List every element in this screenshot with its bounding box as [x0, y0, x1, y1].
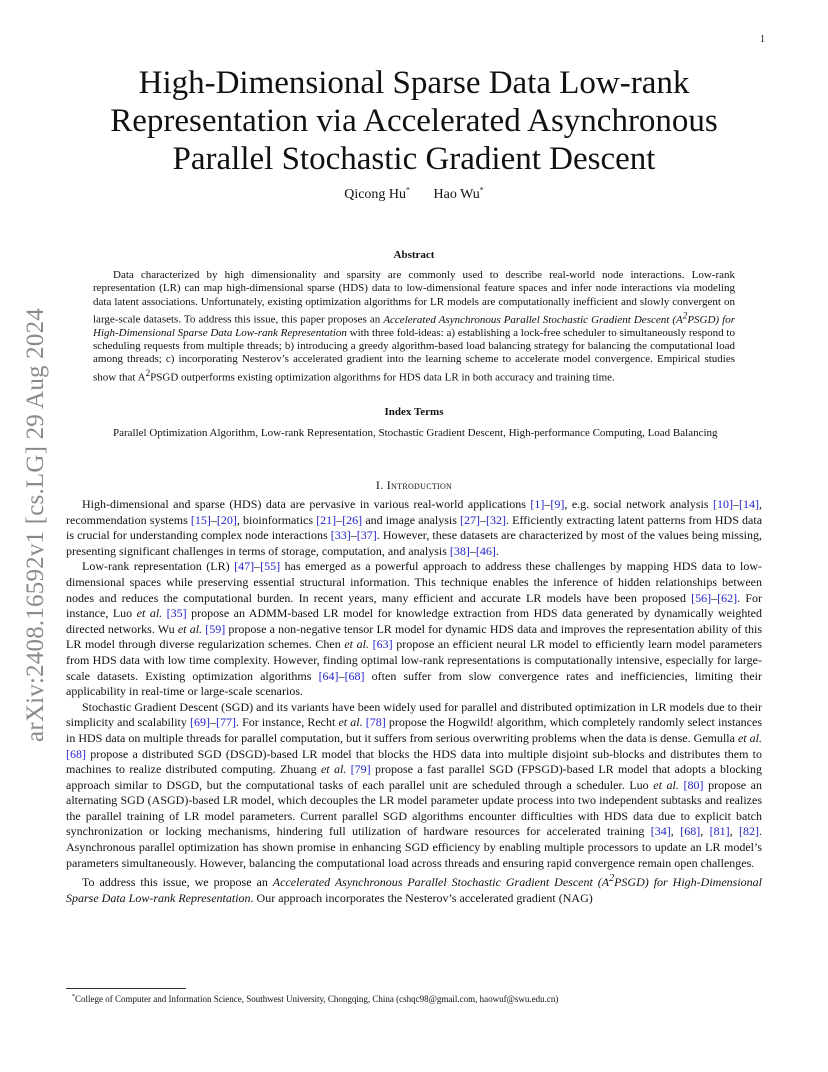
author-affiliation-mark: * [406, 185, 411, 194]
citation-link[interactable]: [26] [342, 512, 363, 527]
section-number: I. [375, 478, 387, 492]
citation-link[interactable]: [15] [190, 512, 211, 527]
text-segment: , bioinformatics [236, 512, 317, 527]
citation-link[interactable]: [62] [717, 590, 738, 605]
text-segment: , recommendation systems [66, 497, 762, 527]
text-segment: – [733, 497, 739, 511]
citation-link[interactable]: [68] [680, 824, 701, 839]
index-terms-heading: Index Terms [384, 406, 444, 418]
citation-link[interactable]: [14] [739, 497, 759, 511]
text-segment: propose an efficient neural LR model to efficiently learn model parameters from HDS data with low time complexity. However, finding optimal low-rank representations is computationally intensive, especially for large-scale datasets. Existing optimization algorithms [66, 637, 763, 683]
citation-link[interactable]: [35] [166, 606, 187, 621]
citation-link[interactable]: [81] [709, 824, 730, 839]
italic-text: PSGD) for High-Dimensional Sparse Data Low-rank Representation [66, 875, 762, 905]
citation-link[interactable]: [10] [713, 497, 733, 511]
author-list [80, 185, 748, 203]
text-segment: propose a fast parallel SGD (FPSGD)-based LR model that adopts a blocking approach similar to DSGD, but the computational tasks of each parallel unit are scheduled through a scheduler. Luo [66, 762, 763, 792]
text-segment: – [350, 528, 357, 543]
text-segment: – [254, 559, 261, 574]
introduction-body [66, 497, 762, 906]
arxiv-identifier-text: arXiv:2408.16592v1 [cs.LG] 29 Aug 2024 [22, 308, 49, 742]
text-segment: . Asynchronous parallel optimization has shown promise in enhancing SGD efficiency by enabling multiple processors to update an LR model’s parameters simultaneously. However, balancing the computational load across threads and ensuring rapid convergence remain open challenges. [66, 824, 763, 870]
italic-text: et al. [653, 777, 679, 792]
text-segment: . Efficiently extracting latent patterns from HDS data is crucial for understanding complex node interactions [66, 512, 763, 543]
abstract-segment: PSGD outperforms existing optimization algorithms for HDS data LR in both accuracy and training time. [150, 371, 615, 384]
author-affiliation-mark: * [479, 185, 484, 194]
citation-link[interactable]: [32] [486, 512, 507, 527]
text-segment: . Our approach incorporates the Nesterov’s accelerated gradient (NAG) [250, 890, 593, 905]
citation-link[interactable]: [37] [356, 528, 377, 543]
paragraph [66, 871, 762, 906]
abstract-method-part: Accelerated Asynchronous Parallel Stochastic Gradient Descent (A [383, 313, 683, 326]
italic-text: Accelerated Asynchronous Parallel Stochastic Gradient Descent (A [272, 875, 610, 890]
citation-link[interactable]: [27] [460, 512, 481, 527]
abstract-sup: 2 [145, 367, 151, 378]
citation-link[interactable]: [21] [316, 512, 337, 527]
citation-link[interactable]: [46] [475, 543, 496, 558]
italic-text: et al. [338, 715, 363, 730]
paragraph [66, 700, 762, 872]
text-segment: , [700, 824, 710, 839]
italic-text: et al. [344, 637, 369, 652]
text-segment: , [670, 824, 681, 839]
italic-text: et al. [177, 621, 203, 636]
text-segment: propose a distributed SGD (DSGD)-based LR model that blocks the HDS data into multiple disjoint sub-blocks and distributes them to machines to realize distributed computing. Zhuang [66, 746, 762, 777]
citation-link[interactable]: [47] [234, 559, 255, 574]
citation-link[interactable]: [56] [691, 590, 712, 605]
citation-link[interactable]: [34] [650, 824, 671, 839]
text-segment: – [469, 543, 476, 558]
italic-text: et al. [136, 606, 163, 621]
text-segment: Low-rank representation (LR) [82, 559, 235, 574]
footnote-mark: * [72, 994, 75, 1000]
citation-link[interactable]: [77] [216, 715, 236, 730]
text-segment: , [729, 824, 740, 839]
citation-link[interactable]: [80] [683, 777, 704, 792]
text-segment: Stochastic Gradient Descent (SGD) and its variants have been widely used for parallel and distributed optimization in LR models due to their simplicity and scalability [66, 699, 762, 730]
footnote-divider [66, 988, 186, 989]
page-number: 1 [760, 34, 765, 45]
text-segment: – [336, 512, 343, 527]
text-segment: propose the Hogwild! algorithm, which completely randomly select instances in HDS data on multiple threads for parallel computation, but it suffers from serious overwriting problems when the data is dense. Gemulla [66, 715, 762, 745]
text-segment: . However, these datasets are characterized by most of the values being missing, presenting significant challenges in terms of storage, computation, and analysis [66, 528, 762, 558]
footnote-text: College of Computer and Information Science, Southwest University, Chongqing, China (cshqc98@gmail.com, haowuf@swu.edu.cn) [75, 994, 559, 1004]
citation-link[interactable]: [59] [205, 621, 226, 636]
text-segment: often suffer from slow convergence rates and inefficiencies, limiting their applicability in real-time or large-scale scenarios. [66, 668, 762, 699]
text-segment: propose an ADMM-based LR model for knowledge extraction from HDS data generated by dynamically weighted directed networks. Wu [66, 606, 762, 636]
text-segment: . For instance, Luo [66, 590, 763, 621]
text-segment: propose a non-negative tensor LR model for dynamic HDS data and improves the representation ability of this LR model through diverse regularization schemes. Chen [66, 621, 763, 652]
citation-link[interactable]: [64] [318, 668, 339, 683]
text-segment: To address this issue, we propose an [82, 875, 273, 890]
index-terms-text: Parallel Optimization Algorithm, Low-rank Representation, Stochastic Gradient Descent, High-performance Computing, Load Balancing [113, 427, 718, 439]
section-heading [80, 478, 748, 493]
paper-title: High-Dimensional Sparse Data Low-rank Representation via Accelerated Asynchronous Parallel Stochastic Gradient Descent [110, 65, 718, 177]
text-segment: , e.g. social network analysis [564, 497, 713, 511]
author-name: Hao Wu [433, 186, 480, 202]
author [344, 187, 410, 202]
text-segment: – [544, 497, 551, 511]
abstract-method-sup: 2 [682, 309, 688, 320]
footnote [72, 994, 772, 1004]
text-segment: – [210, 512, 217, 527]
citation-link[interactable]: [20] [216, 512, 237, 527]
citation-link[interactable]: [68] [66, 746, 86, 761]
text-segment: – [711, 590, 718, 605]
italic-text: 2 [609, 873, 615, 885]
paragraph [66, 559, 762, 699]
text-segment: – [338, 668, 345, 683]
paragraph [66, 497, 762, 559]
abstract-method-part: PSGD) for High-Dimensional Sparse Data Low-rank Representation [93, 313, 735, 339]
citation-link[interactable]: [68] [344, 668, 365, 683]
citation-link[interactable]: [1] [530, 497, 545, 511]
text-segment: and image analysis [362, 512, 461, 527]
text-segment: has emerged as a powerful approach to address these challenges by mapping HDS data to low-dimensional spaces while preserving essential structural information. This technique enables the inference of hidden relationships between nodes and reduces the computational burden. In recent years, many efficient and accurate LR models have been proposed [66, 559, 763, 605]
text-segment: . [495, 543, 499, 558]
author [434, 187, 484, 202]
abstract-segment: with three fold-ideas: a) establishing a lock-free scheduler to simultaneously respond to scheduling requests from multiple threads; b) introducing a greedy algorithm-based load balancing strategy for balancing the computational load among threads; c) incorporating Nesterov’s accelerated gradient into the learning scheme to accelerate model convergence. Empirical studies show that A [93, 326, 735, 384]
citation-link[interactable]: [38] [449, 543, 470, 558]
italic-text: et al. [737, 730, 762, 745]
arxiv-identifier-sidebar [20, 285, 52, 765]
citation-link[interactable]: [78] [365, 715, 386, 730]
citation-link[interactable]: [9] [550, 497, 565, 511]
abstract-heading: Abstract [393, 249, 435, 261]
text-segment: – [210, 715, 216, 730]
citation-link[interactable]: [69] [190, 715, 210, 730]
author-name: Qicong Hu [344, 186, 407, 202]
section-title: Introduction [386, 478, 453, 492]
text-segment: . For instance, Recht [236, 715, 339, 730]
citation-link[interactable]: [55] [260, 559, 281, 574]
abstract-text [93, 269, 735, 385]
citation-link[interactable]: [82] [739, 824, 760, 839]
citation-link[interactable]: [63] [372, 637, 393, 652]
citation-link[interactable]: [33] [330, 528, 351, 543]
citation-link[interactable]: [79] [350, 762, 371, 777]
text-segment: propose an alternating SGD (ASGD)-based LR model, which decouples the LR model parameter update process into two independent subtasks and realizes the parallel training of LR model parameters. Current parallel SGD algorithms encounter difficulties with HDS data due to explicit batch synchronization or locking mechanisms, hindering full utilization of hardware resources for accelerated training [66, 777, 762, 839]
abstract-segment: Data characterized by high dimensionality and sparsity are commonly used to describe real-world node interactions. Low-rank representation (LR) can map high-dimensional sparse (HDS) data to low-dimensional feature spaces and infer node interactions via modeling data latent associations. Unfortunately, existing optimization algorithms for LR models are computationally inefficient and slowly convergent on large-scale datasets. To address this issue, this paper proposes an [93, 269, 735, 326]
text-segment: – [480, 512, 487, 527]
italic-text: et al. [320, 762, 347, 777]
text-segment: High-dimensional and sparse (HDS) data are pervasive in various real-world applications [82, 497, 531, 511]
